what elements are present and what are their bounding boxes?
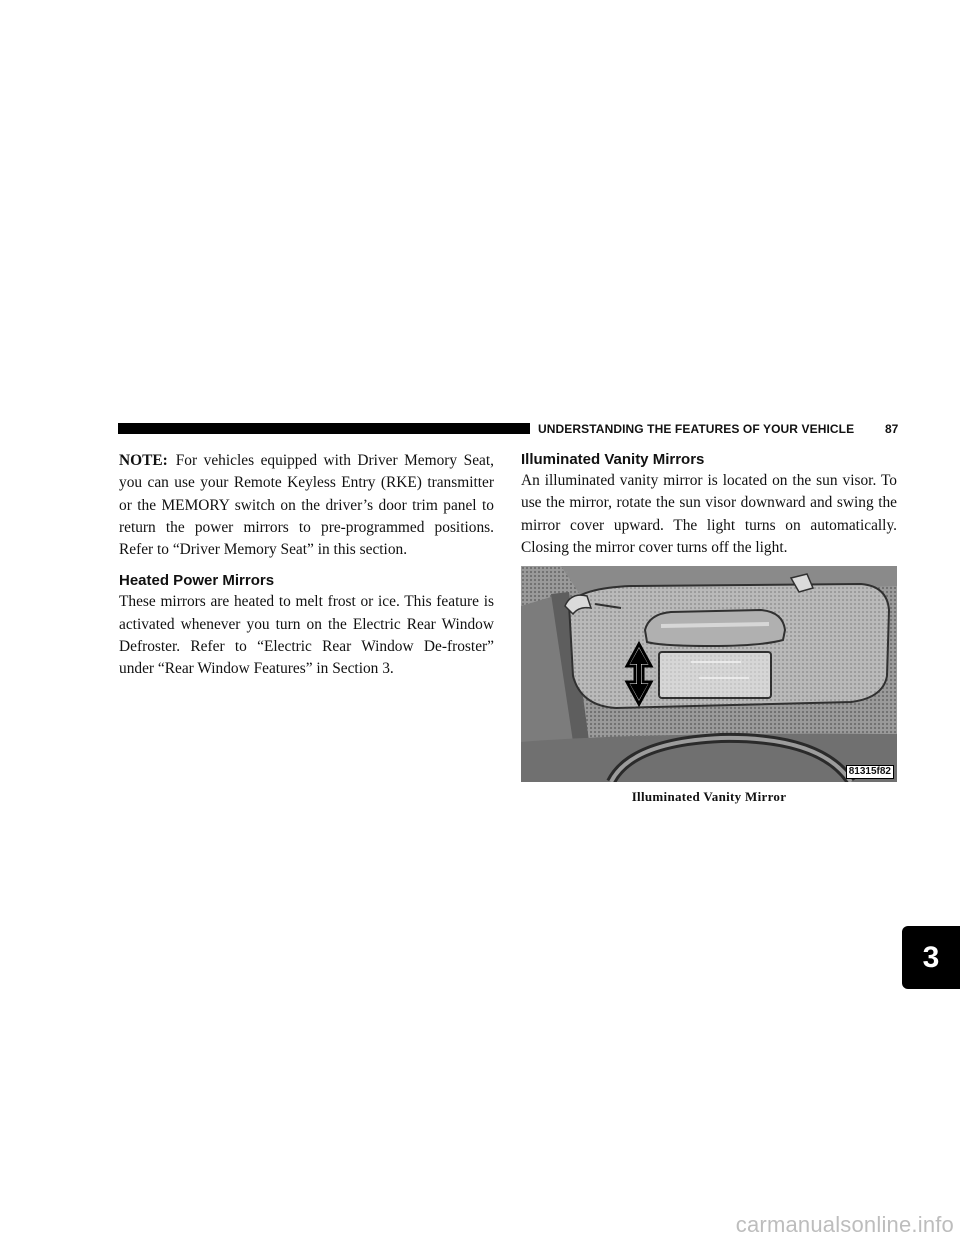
note-text: For vehicles equipped with Driver Memory Seat, you can use your Remote Keyless Entry (RKE) transmitter or the MEMORY switch on the driver’s door trim panel to return the power mirrors to pre-programmed positions. Refer to “Driver Memory Seat” in this section. <box>119 452 494 559</box>
right-column <box>521 450 897 806</box>
vanity-mirrors-body: An illuminated vanity mirror is located on the sun visor. To use the mirror, rotate the sun visor downward and swing the mirror cover upward. The light turns on automatically. Closing the mirror cover turns off the light. <box>521 472 897 556</box>
page-number: 87 <box>885 422 899 436</box>
note-paragraph <box>119 450 494 561</box>
heated-mirrors-heading: Heated Power Mirrors <box>119 572 275 590</box>
sun-visor-drawing <box>521 566 897 782</box>
vanity-mirror-illustration <box>521 566 897 782</box>
watermark: carmanualsonline.info <box>735 1212 954 1237</box>
heated-mirrors-body: These mirrors are heated to melt frost or ice. This feature is activated whenever you turn on the Electric Rear Window Defroster. Refer to “Electric Rear Window De-froster” under “Rear Window Features” in Section 3. <box>119 593 494 678</box>
note-label: NOTE: <box>119 452 168 469</box>
header-rule <box>118 423 530 434</box>
vanity-mirrors-heading: Illuminated Vanity Mirrors <box>521 451 705 468</box>
section-tab: 3 <box>902 926 960 989</box>
figure-code: 81315f82 <box>846 765 894 779</box>
running-header-title: UNDERSTANDING THE FEATURES OF YOUR VEHICLE <box>538 422 855 436</box>
figure-caption: Illuminated Vanity Mirror <box>631 789 787 805</box>
left-column <box>119 450 494 681</box>
